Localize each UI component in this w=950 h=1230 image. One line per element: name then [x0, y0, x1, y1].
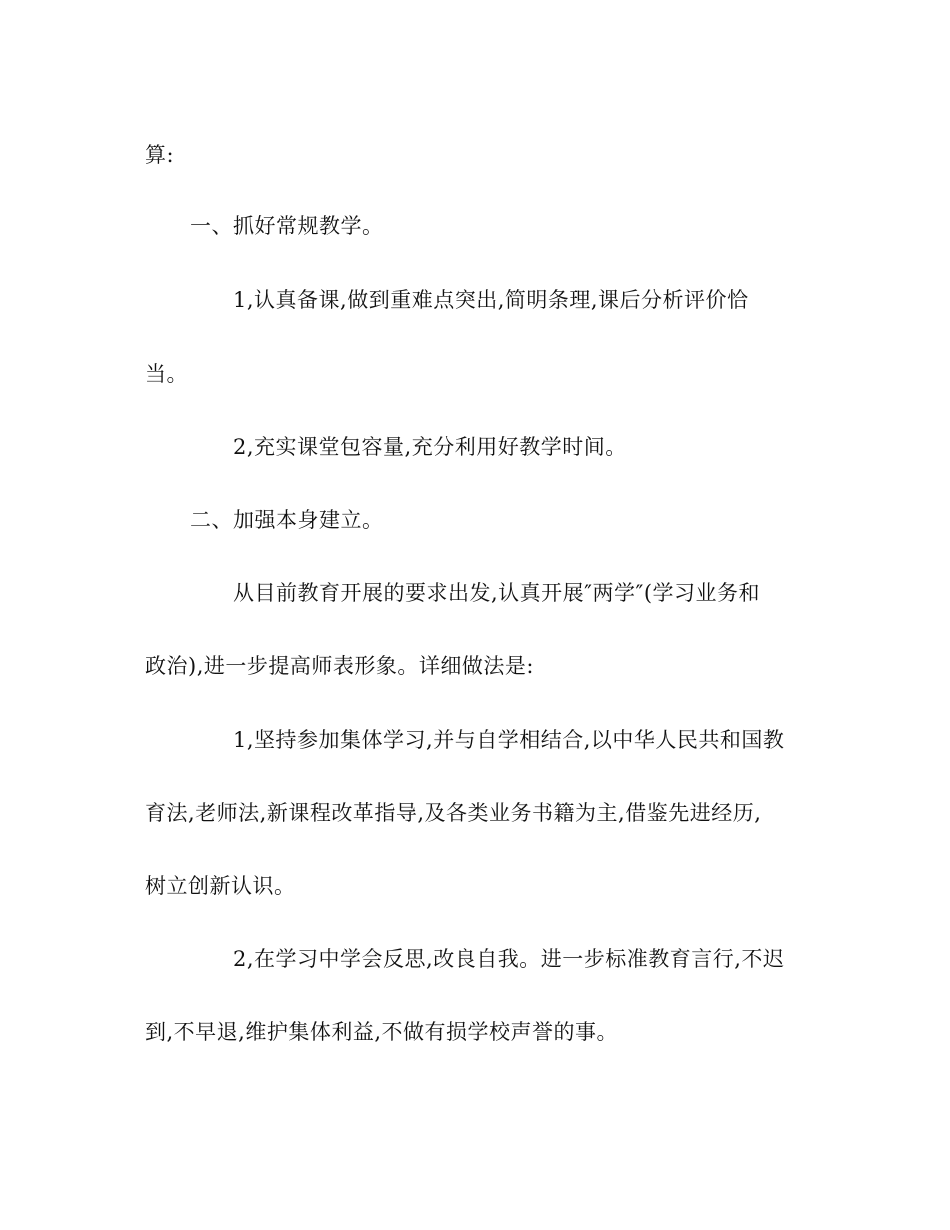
section-heading-2: 二、加强本身建立。	[190, 508, 384, 532]
paragraph-line: 当。	[145, 362, 188, 386]
paragraph-line: 2,充实课堂包容量,充分利用好教学时间。	[233, 435, 627, 459]
paragraph-line: 2,在学习中学会反思,改良自我。进一步标准教育言行,不迟	[233, 947, 785, 971]
paragraph-line: 政治),进一步提高师表形象。详细做法是:	[145, 654, 534, 678]
paragraph-line: 1,坚持参加集体学习,并与自学相结合,以中华人民共和国教	[233, 728, 785, 752]
paragraph-line: 从目前教育开展的要求出发,认真开展″两学″(学习业务和	[233, 581, 761, 605]
paragraph-line: 算:	[145, 143, 175, 167]
section-heading-1: 一、抓好常规教学。	[190, 214, 384, 238]
paragraph-line: 树立创新认识。	[145, 874, 296, 898]
paragraph-line: 到,不早退,维护集体利益,不做有损学校声誉的事。	[145, 1020, 619, 1044]
paragraph-line: 育法,老师法,新课程改革指导,及各类业务书籍为主,借鉴先进经历,	[145, 801, 762, 825]
paragraph-line: 1,认真备课,做到重难点突出,简明条理,课后分析评价恰	[233, 288, 749, 312]
